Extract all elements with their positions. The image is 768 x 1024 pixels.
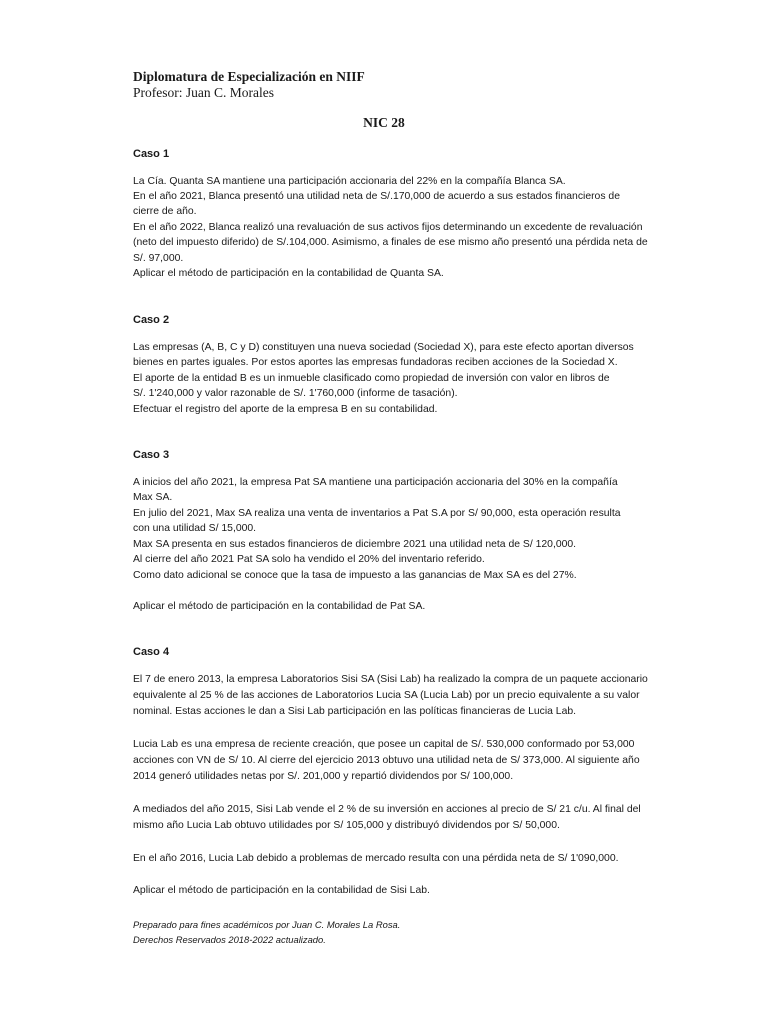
case-2-line: Efectuar el registro del aporte de la empresa B en su contabilidad. (133, 404, 438, 415)
case-2-line: S/. 1'240,000 y valor razonable de S/. 1'760,000 (informe de tasación). (133, 388, 458, 399)
document-title: Diplomatura de Especialización en NIIF (133, 69, 365, 84)
case-3-line: Al cierre del año 2021 Pat SA solo ha vendido el 20% del inventario referido. (133, 554, 485, 565)
case-4-line: acciones con VN de S/ 10. Al cierre del ejercicio 2013 obtuvo una utilidad neta de S/ 373,000. Al siguiente año (133, 755, 640, 766)
case-4-line: mismo año Lucia Lab obtuvo utilidades por S/ 105,000 y distribuyó dividendos por S/ 50,000. (133, 820, 560, 831)
case-4-line: Lucia Lab es una empresa de reciente creación, que posee un capital de S/. 530,000 conformado por 53,000 (133, 739, 635, 750)
document-subtitle: Profesor: Juan C. Morales (133, 85, 274, 100)
document-heading: NIC 28 (363, 115, 405, 130)
case-2-title: Caso 2 (133, 314, 170, 326)
case-1-line: cierre de año. (133, 206, 197, 217)
case-4-line: 2014 generó utilidades netas por S/. 201,000 y repartió dividendos por S/ 100,000. (133, 771, 514, 782)
case-4-line: En el año 2016, Lucia Lab debido a problemas de mercado resulta con una pérdida neta de S/ 1'090,000. (133, 853, 619, 864)
case-3-line: Max SA. (133, 492, 173, 503)
case-4-line: A mediados del año 2015, Sisi Lab vende el 2 % de su inversión en acciones al precio de S/ 21 c/u. Al final del (133, 804, 641, 815)
case-4-title: Caso 4 (133, 646, 170, 658)
case-1-title: Caso 1 (133, 148, 170, 160)
case-4-line: Aplicar el método de participación en la contabilidad de Sisi Lab. (133, 885, 430, 896)
case-1-line: En el año 2021, Blanca presentó una utilidad neta de S/.170,000 de acuerdo a sus estados financieros de (133, 191, 620, 202)
case-3-line: A inicios del año 2021, la empresa Pat SA mantiene una participación accionaria del 30% en la compañía (133, 477, 618, 488)
case-4-line: El 7 de enero 2013, la empresa Laboratorios Sisi SA (Sisi Lab) ha realizado la compra de un paquete accionario (133, 674, 648, 685)
case-2-line: El aporte de la entidad B es un inmueble clasificado como propiedad de inversión con valor en libros de (133, 373, 610, 384)
case-1-line: (neto del impuesto diferido) de S/.104,000. Asimismo, a finales de ese mismo año presentó una pérdida neta de (133, 237, 648, 248)
case-3-line: con una utilidad S/ 15,000. (133, 523, 257, 534)
case-1-line: En el año 2022, Blanca realizó una revaluación de sus activos fijos determinando un excedente de revaluación (133, 222, 643, 233)
case-1-line: S/. 97,000. (133, 253, 184, 264)
footer-rights: Derechos Reservados 2018-2022 actualizado. (133, 934, 326, 945)
case-4-line: nominal. Estas acciones le dan a Sisi Lab participación en las políticas financieras de Lucia Lab. (133, 706, 577, 717)
case-2-line: Las empresas (A, B, C y D) constituyen una nueva sociedad (Sociedad X), para este efecto aportan diversos (133, 342, 634, 353)
case-4-line: equivalente al 25 % de las acciones de Laboratorios Lucia SA (Lucia Lab) por un precio equivalente a su valor (133, 690, 640, 701)
case-1-line: Aplicar el método de participación en la contabilidad de Quanta SA. (133, 268, 444, 279)
case-3-line: En julio del 2021, Max SA realiza una venta de inventarios a Pat S.A por S/ 90,000, esta operación resulta (133, 508, 621, 519)
footer-credit: Preparado para fines académicos por Juan C. Morales La Rosa. (133, 919, 401, 930)
case-2-line: bienes en partes iguales. Por estos aportes las empresas fundadoras reciben acciones de la Sociedad X. (133, 357, 618, 368)
case-3-line: Max SA presenta en sus estados financieros de diciembre 2021 una utilidad neta de S/ 120,000. (133, 539, 577, 550)
case-3-line: Como dato adicional se conoce que la tasa de impuesto a las ganancias de Max SA es del 27%. (133, 570, 577, 581)
case-3-line: Aplicar el método de participación en la contabilidad de Pat SA. (133, 601, 426, 612)
case-1-line: La Cía. Quanta SA mantiene una participación accionaria del 22% en la compañía Blanca SA. (133, 176, 566, 187)
case-3-title: Caso 3 (133, 449, 170, 461)
